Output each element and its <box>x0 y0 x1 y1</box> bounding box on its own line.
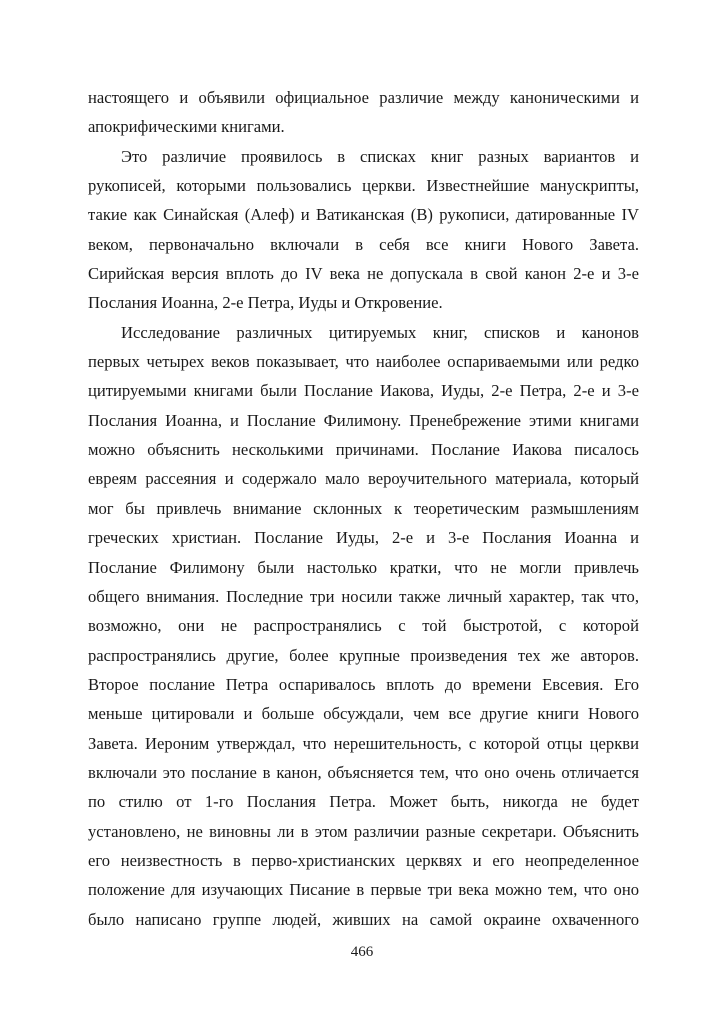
paragraph-first-line: Исследование различных цитируемых книг, списков и канонов <box>121 322 639 342</box>
text-line: рукописей, которыми пользовались церкви. Известнейшие манускрипты, <box>88 176 639 196</box>
text-line: греческих христиан. Послание Иуды, 2-е и 3-е Послания Иоанна и <box>88 528 639 548</box>
text-line: Сирийская версия вплоть до IV века не допускала в свой канон 2-е и 3-е <box>88 264 639 284</box>
text-line: установлено, не виновны ли в этом различии разные секретари. Объяснить <box>88 821 639 841</box>
text-line: Послание Филимону были настолько кратки, что не могли привлечь <box>88 557 639 577</box>
text-line: Второе послание Петра оспаривалось вплоть до времени Евсевия. Его <box>88 674 639 694</box>
text-line: мог бы привлечь внимание склонных к теоретическим размышлениям <box>88 498 639 518</box>
text-line: возможно, они не распространялись с той быстротой, с которой <box>88 616 639 636</box>
text-line: можно объяснить несколькими причинами. Послание Иакова писалось <box>88 440 639 460</box>
text-line: по стилю от 1-го Послания Петра. Может быть, никогда не будет <box>88 792 639 812</box>
text-line: евреям рассеяния и содержало мало вероучительного материала, который <box>88 469 639 489</box>
text-line: настоящего и объявили официальное различие между каноническими и <box>88 88 639 107</box>
paragraph-first-line: Это различие проявилось в списках книг разных вариантов и <box>121 146 639 166</box>
text-line: общего внимания. Последние три носили также личный характер, так что, <box>88 586 639 606</box>
text-line: цитируемыми книгами были Послание Иакова, Иуды, 2-е Петра, 2-е и 3-е <box>88 381 639 401</box>
text-line: Завета. Иероним утверждал, что нерешительность, с которой отцы церкви <box>88 733 639 753</box>
text-line: распространялись другие, более крупные произведения тех же авторов. <box>88 645 639 665</box>
text-line: веком, первоначально включали в себя все книги Нового Завета. <box>88 234 639 254</box>
text-line: Послания Иоанна, и Послание Филимону. Пренебрежение этими книгами <box>88 410 639 430</box>
text-line: меньше цитировали и больше обсуждали, чем все другие книги Нового <box>88 704 639 724</box>
text-line: положение для изучающих Писание в первые три века можно тем, что оно <box>88 880 639 900</box>
page-number: 466 <box>350 944 374 960</box>
text-line: включали это послание в канон, объясняется тем, что оно очень отличается <box>88 762 639 782</box>
body-text <box>88 83 639 934</box>
text-line: Послания Иоанна, 2-е Петра, Иуды и Откровение. <box>88 293 443 313</box>
text-line: было написано группе людей, живших на самой окраине охваченного <box>88 909 639 929</box>
text-line: первых четырех веков показывает, что наиболее оспариваемыми или редко <box>88 352 639 372</box>
text-line: его неизвестность в перво-христианских церквях и его неопределенное <box>88 850 639 870</box>
text-line: такие как Синайская (Алеф) и Ватиканская (В) рукописи, датированные IV <box>88 205 639 225</box>
text-line: апокрифическими книгами. <box>88 117 285 137</box>
